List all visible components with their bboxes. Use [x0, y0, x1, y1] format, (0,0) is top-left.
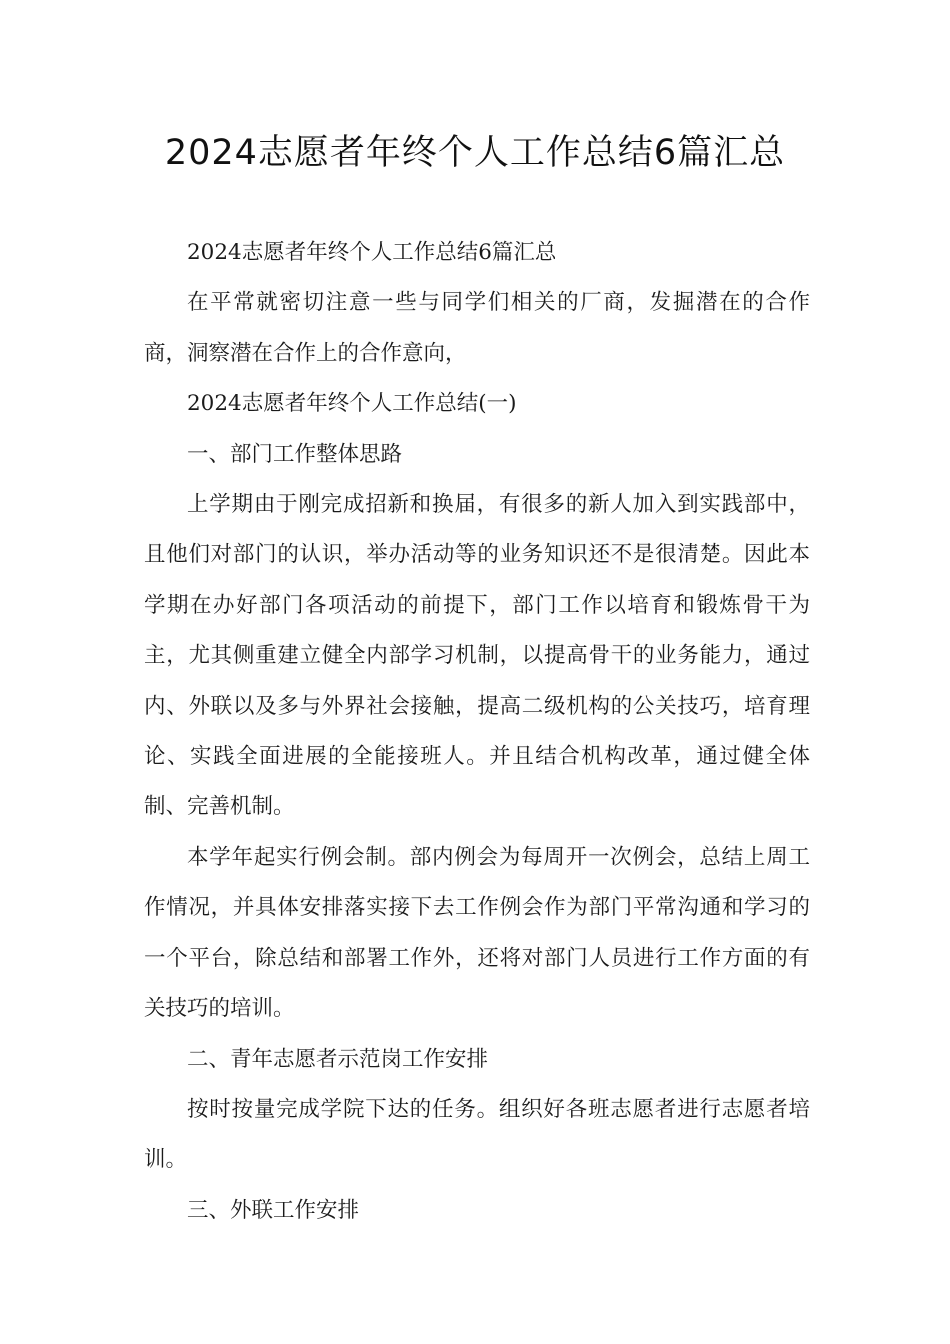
- section-heading-overall-approach: 一、部门工作整体思路: [187, 441, 403, 467]
- paragraph-subtitle: 2024志愿者年终个人工作总结6篇汇总: [187, 240, 557, 265]
- document-title: 2024志愿者年终个人工作总结6篇汇总: [164, 133, 786, 173]
- paragraph-intro: 在平常就密切注意一些与同学们相关的厂商，发掘潜在的合作商，洞察潜在合作上的合作意向，: [144, 290, 810, 366]
- paragraph-overall-approach: 上学期由于刚完成招新和换届，有很多的新人加入到实践部中，且他们对部门的认识，举办活动等的业务知识还不是很清楚。因此本学期在办好部门各项活动的前提下，部门工作以培育和锻炼骨干为主，尤其侧重建立健全内部学习机制，以提高骨干的业务能力，通过内、外联以及多与外界社会接触，提高二级机构的公关技巧，培育理论、实践全面进展的全能接班人。并且结合机构改革，通过健全体制、完善机制。: [144, 492, 810, 820]
- paragraph-volunteer-post: 按时按量完成学院下达的任务。组织好各班志愿者进行志愿者培训。: [144, 1096, 810, 1173]
- section-heading-external-relations: 三、外联工作安排: [187, 1197, 360, 1223]
- section-heading-part-one: 2024志愿者年终个人工作总结(一): [187, 391, 517, 417]
- section-heading-volunteer-post: 二、青年志愿者示范岗工作安排: [187, 1046, 489, 1072]
- paragraph-meeting-system: 本学年起实行例会制。部内例会为每周开一次例会，总结上周工作情况，并具体安排落实接下去工作例会作为部门平常沟通和学习的一个平台，除总结和部署工作外，还将对部门人员进行工作方面的有关技巧的培训。: [144, 844, 810, 1022]
- document-body: [144, 228, 810, 1236]
